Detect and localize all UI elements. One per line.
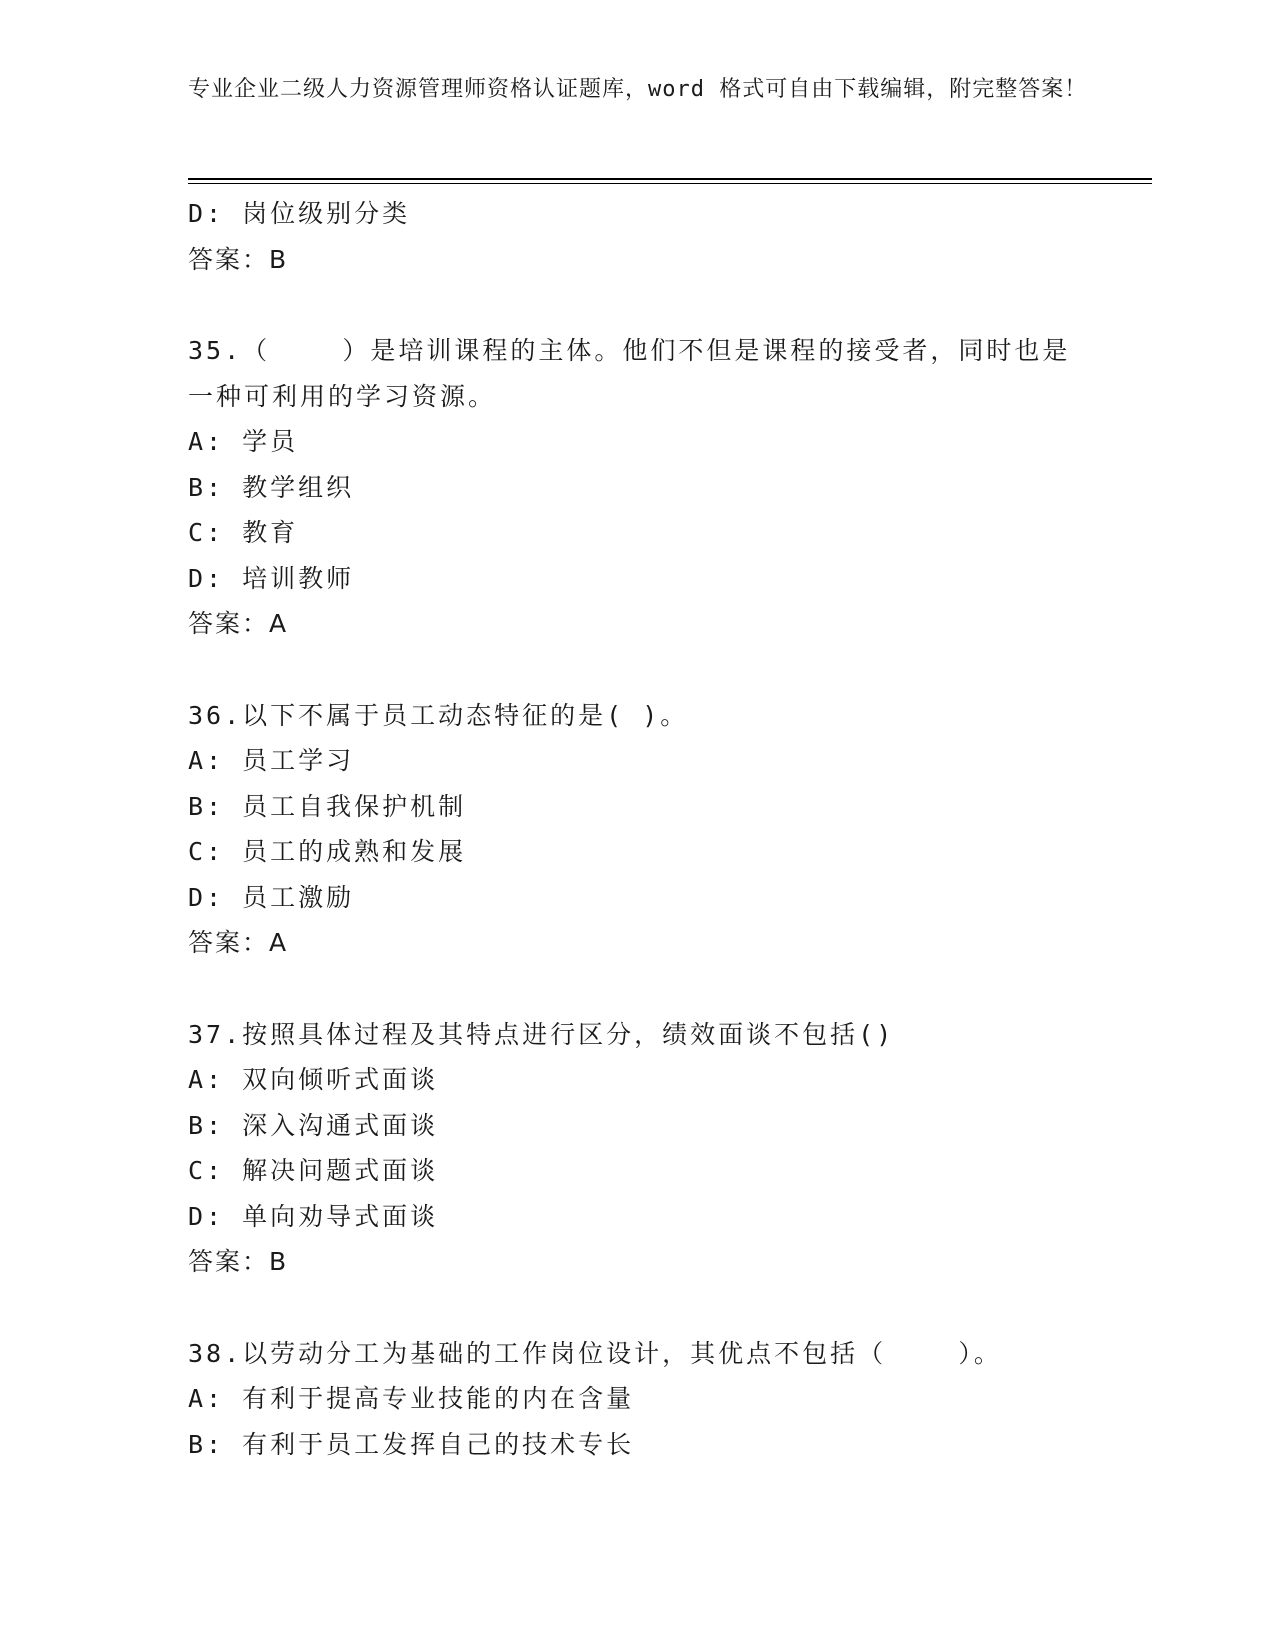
spacer [188,966,1088,1012]
question-text: 35.（ ）是培训课程的主体。他们不但是课程的接受者，同时也是 [188,336,1071,365]
option-a: A: 有利于提高专业技能的内在含量 [188,1384,635,1413]
question-text: 36.以下不属于员工动态特征的是( )。 [188,700,689,730]
option-c: C: 员工的成熟和发展 [188,837,467,866]
question-block [188,693,1088,966]
spacer [188,647,1088,693]
option-d: D: 岗位级别分类 [188,199,411,228]
answer-line: 答案：A [188,609,289,638]
option-b: B: 有利于员工发挥自己的技术专长 [188,1429,635,1459]
answer-line: 答案：A [188,928,289,957]
answer-line: 答案：B [188,244,289,274]
option-a: A: 双向倾听式面谈 [188,1065,439,1094]
option-c: C: 教育 [188,518,299,547]
question-list [188,191,1088,1467]
header-divider-thin [188,183,1152,184]
option-d: D: 单向劝导式面谈 [188,1201,439,1231]
option-a: A: 员工学习 [188,746,355,775]
option-b: B: 深入沟通式面谈 [188,1110,439,1140]
option-d: D: 培训教师 [188,563,355,593]
option-b: B: 员工自我保护机制 [188,791,467,821]
spacer [188,1285,1088,1331]
option-a: A: 学员 [188,427,299,456]
question-block [188,1331,1088,1468]
option-d: D: 员工激励 [188,882,355,912]
question-text: 38.以劳动分工为基础的工作岗位设计，其优点不包括（ ）。 [188,1338,1002,1368]
option-b: B: 教学组织 [188,472,355,502]
page-header-text: 专业企业二级人力资源管理师资格认证题库，word 格式可自由下载编辑，附完整答案！ [188,77,1088,102]
spacer [188,282,1088,328]
option-c: C: 解决问题式面谈 [188,1156,439,1185]
question-text-continued: 一种可利用的学习资源。 [188,381,497,411]
question-block [188,1012,1088,1285]
question-block [188,328,1088,647]
answer-line: 答案：B [188,1247,289,1276]
question-block [188,191,1088,282]
header-divider-thick [188,178,1152,180]
question-text: 37.按照具体过程及其特点进行区分，绩效面谈不包括() [188,1019,895,1049]
